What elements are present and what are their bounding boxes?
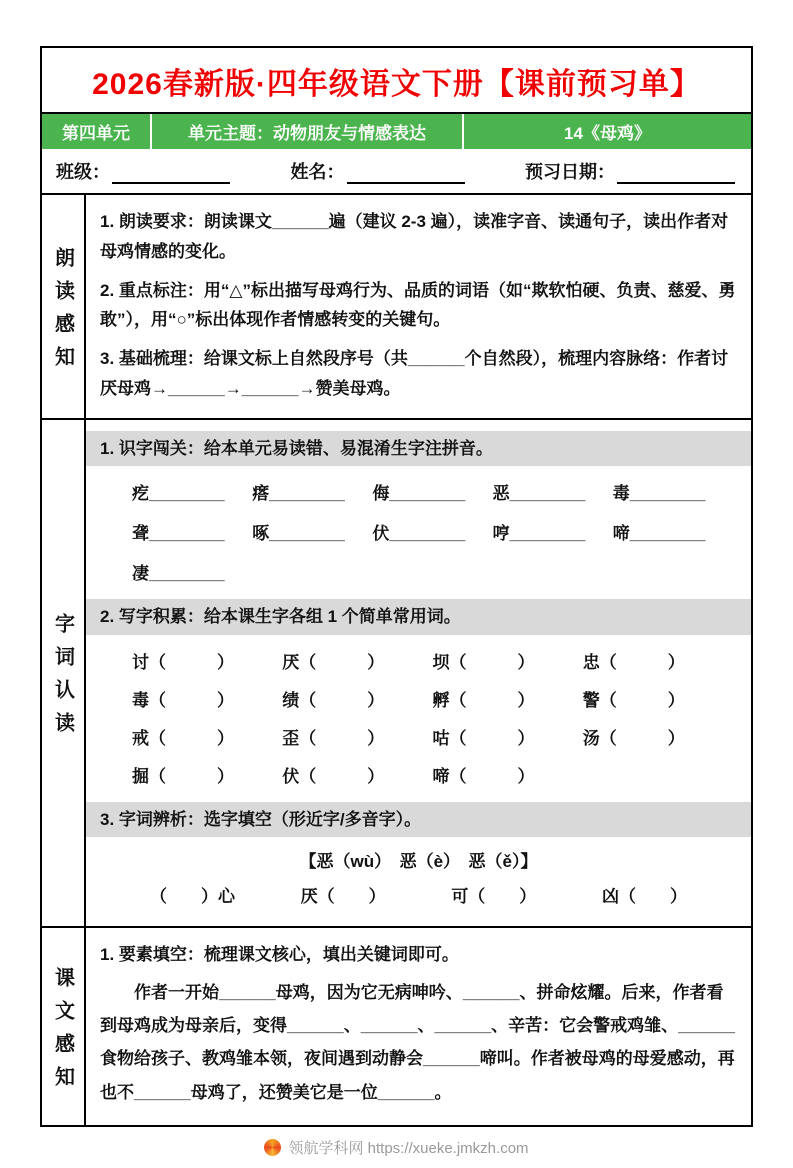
section-words-label: 字词认读 <box>42 420 86 927</box>
reading-item: 3. 基础梳理：给课文标上自然段序号（共______个自然段），梳理内容脉络：作者讨厌母鸡→______→______→赞美母鸡。 <box>100 349 729 398</box>
date-field <box>525 158 735 184</box>
discrimination-fill-item: 可（ ） <box>451 887 537 907</box>
comprehension-task-header: 1. 要素填空：梳理课文核心，填出关键词即可。 <box>100 945 459 965</box>
word-building-item: 啼（ ） <box>432 766 535 786</box>
word-building-item: 伏（ ） <box>282 766 385 786</box>
pinyin-item: 哼________ <box>492 524 586 543</box>
worksheet-sheet <box>40 46 753 1127</box>
word-building-item: 歪（ ） <box>282 728 385 748</box>
site-logo-icon <box>264 1139 281 1156</box>
pinyin-item: 啄________ <box>252 524 345 543</box>
section-words <box>42 418 751 927</box>
unit-number: 第四单元 <box>42 114 152 149</box>
discrimination-fill-item: 厌（ ） <box>300 887 386 907</box>
page-title: 2026春新版·四年级语文下册【课前预习单】 <box>92 68 701 101</box>
comprehension-fill-paragraph: 作者一开始______母鸡，因为它无病呻吟、______、拼命炫耀。后来，作者看到母鸡成为母亲后，变得______、______、______、辛苦：它会警戒鸡雏、______食物给孩子、教鸡雏本领，夜间遇到动静会______啼叫。作者被母鸡的母爱感动，再也不______母鸡了，还赞美它是一位______。 <box>100 983 735 1102</box>
word-building-item: 毒（ ） <box>132 690 234 710</box>
pinyin-grid <box>86 471 751 594</box>
discrimination-options: 【恶（wù） 恶（è） 恶（ě）】 <box>299 852 538 871</box>
pinyin-task-header: 1. 识字闯关：给本单元易读错、易混淆生字注拼音。 <box>86 431 751 467</box>
word-building-item: 咕（ ） <box>432 728 535 748</box>
pinyin-item: 伏________ <box>372 524 466 543</box>
pinyin-item: 啼________ <box>612 524 706 543</box>
word-building-item: 厌（ ） <box>282 652 385 672</box>
pinyin-item: 凄________ <box>132 564 225 583</box>
word-building-item: 戒（ ） <box>132 728 234 748</box>
worksheet-page <box>0 46 793 1158</box>
word-building-header: 2. 写字积累：给本课生字各组 1 个简单常用词。 <box>86 599 751 635</box>
word-building-item: 绩（ ） <box>282 690 385 710</box>
discrimination-fill-item: 凶（ ） <box>601 887 687 907</box>
class-field <box>56 158 230 184</box>
word-building-item: 汤（ ） <box>582 728 685 748</box>
class-blank <box>112 165 230 184</box>
reading-item: 2. 重点标注：用“△”标出描写母鸡行为、品质的词语（如“欺软怕硬、负责、慈爱、勇敢”），用“○”标出体现作者情感转变的关键句。 <box>100 280 736 330</box>
pinyin-item: 毒________ <box>612 484 706 503</box>
reading-item: 1. 朗读要求：朗读课文______遍（建议 2-3 遍），读准字音、读通句子，读出作者对母鸡情感的变化。 <box>100 212 729 261</box>
footer-site-text: 领航学科网 https://xueke.jmkzh.com <box>288 1139 529 1157</box>
word-building-item: 警（ ） <box>582 690 685 710</box>
word-building-item: 孵（ ） <box>432 690 535 710</box>
name-label: 姓名： <box>290 162 345 182</box>
unit-bar <box>42 112 751 149</box>
section-reading-content <box>86 195 751 418</box>
discrimination-fill-row <box>86 877 751 918</box>
date-blank <box>617 165 735 184</box>
name-field <box>291 158 465 184</box>
word-building-grid <box>86 640 751 797</box>
info-row <box>42 149 751 193</box>
name-blank <box>347 165 465 184</box>
section-text-comprehension-label: 课文感知 <box>42 928 86 1124</box>
word-building-item: 讨（ ） <box>132 652 234 672</box>
word-building-item: 忠（ ） <box>582 652 685 672</box>
section-text-comprehension <box>42 926 751 1124</box>
section-reading <box>42 193 751 418</box>
word-building-item: 掘（ ） <box>132 766 234 786</box>
section-text-comprehension-content <box>86 928 751 1124</box>
footer <box>0 1137 793 1158</box>
discrimination-fill-item: （ ）心 <box>150 887 235 907</box>
pinyin-item: 聋________ <box>132 524 225 543</box>
class-label: 班级： <box>56 162 110 182</box>
pinyin-item: 疙________ <box>132 484 225 503</box>
discrimination-header: 3. 字词辨析：选字填空（形近字/多音字）。 <box>86 802 751 838</box>
word-building-item: 坝（ ） <box>432 652 535 672</box>
date-label: 预习日期： <box>525 162 615 182</box>
section-reading-label: 朗读感知 <box>42 195 86 418</box>
unit-theme: 单元主题：动物朋友与情感表达 <box>152 114 464 149</box>
section-words-content <box>86 420 751 927</box>
pinyin-item: 恶________ <box>492 484 586 503</box>
pinyin-item: 侮________ <box>372 484 466 503</box>
pinyin-item: 瘩________ <box>252 484 345 503</box>
lesson-title: 14《母鸡》 <box>564 124 651 143</box>
